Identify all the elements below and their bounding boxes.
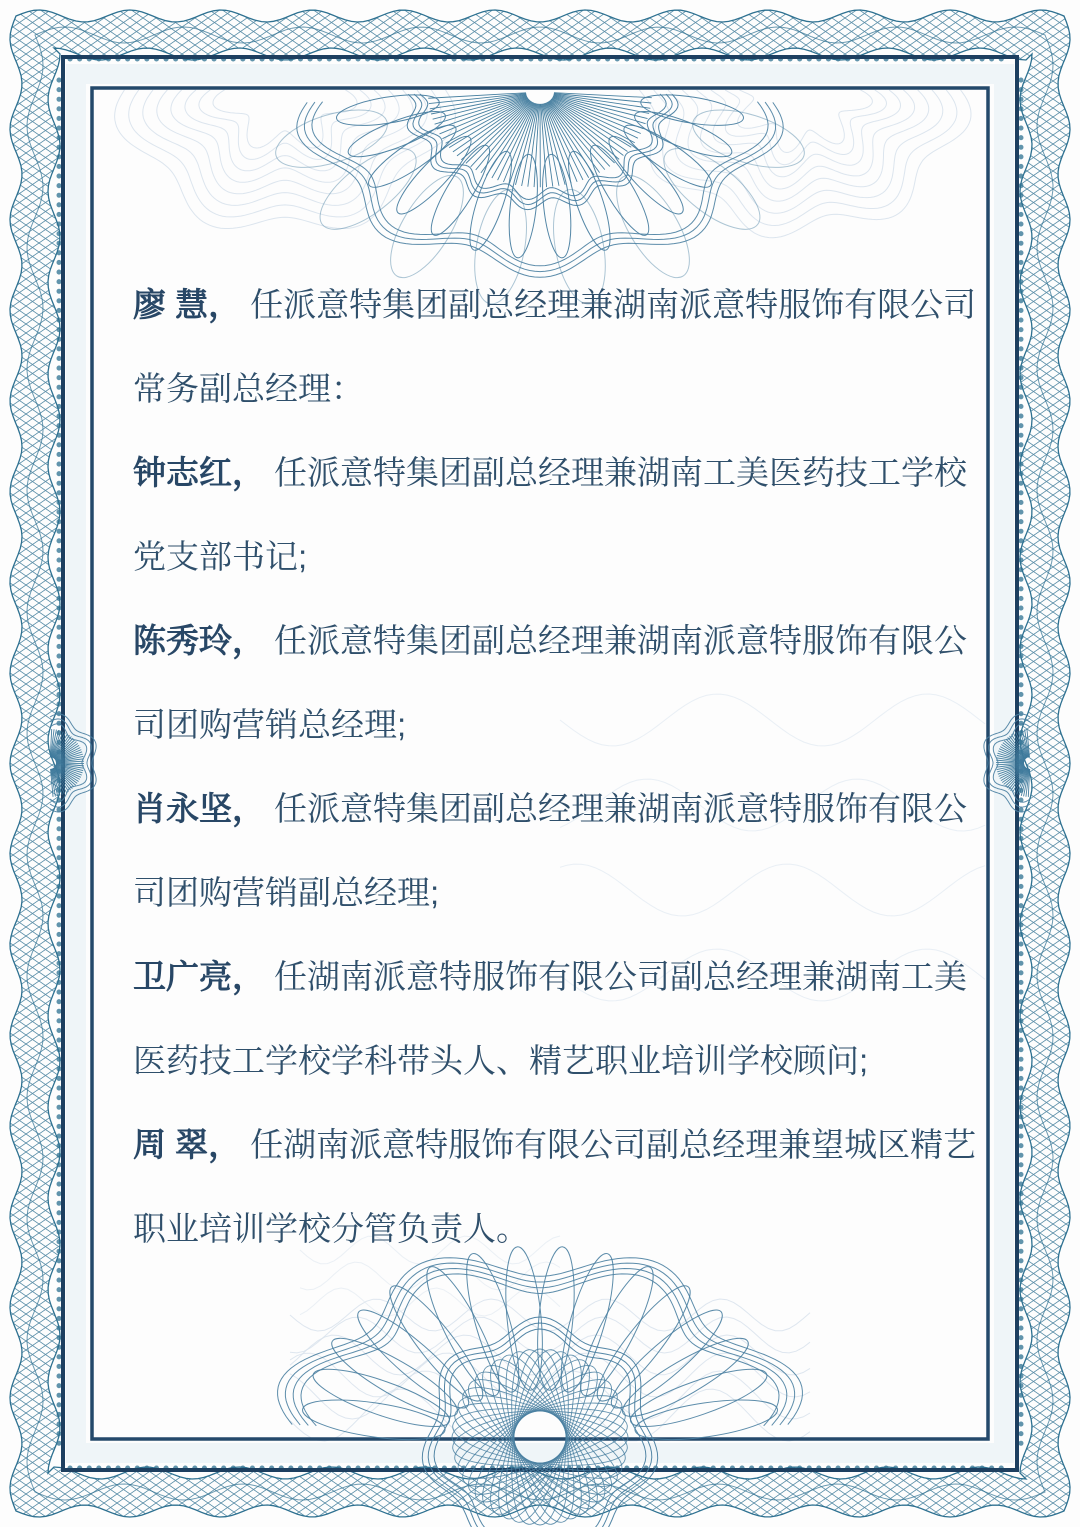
person-name: 肖永坚， <box>133 790 265 827</box>
person-name: 周 翠， <box>133 1126 242 1163</box>
appointment-title: 任派意特集团副总经理兼湖南派意特服饰有限公司常务副总经理： <box>133 286 977 407</box>
appointment-list <box>133 263 989 1271</box>
appointment-paragraph <box>133 263 989 431</box>
appointment-paragraph <box>133 935 989 1103</box>
appointment-title: 任派意特集团副总经理兼湖南派意特服饰有限公司团购营销副总经理; <box>133 790 967 911</box>
person-name: 卫广亮， <box>133 958 265 995</box>
appointment-paragraph <box>133 599 989 767</box>
person-name: 廖 慧， <box>133 286 242 323</box>
certificate-body <box>133 263 989 1271</box>
person-name: 陈秀玲， <box>133 622 265 659</box>
appointment-title: 任派意特集团副总经理兼湖南派意特服饰有限公司团购营销总经理; <box>133 622 967 743</box>
person-name: 钟志红， <box>133 454 265 491</box>
appointment-title: 任派意特集团副总经理兼湖南工美医药技工学校党支部书记; <box>133 454 967 575</box>
appointment-paragraph <box>133 431 989 599</box>
appointment-title: 任湖南派意特服饰有限公司副总经理兼望城区精艺职业培训学校分管负责人。 <box>133 1126 977 1247</box>
appointment-paragraph <box>133 1103 989 1271</box>
appointment-paragraph <box>133 767 989 935</box>
appointment-title: 任湖南派意特服饰有限公司副总经理兼湖南工美医药技工学校学科带头人、精艺职业培训学校顾问; <box>133 958 967 1079</box>
